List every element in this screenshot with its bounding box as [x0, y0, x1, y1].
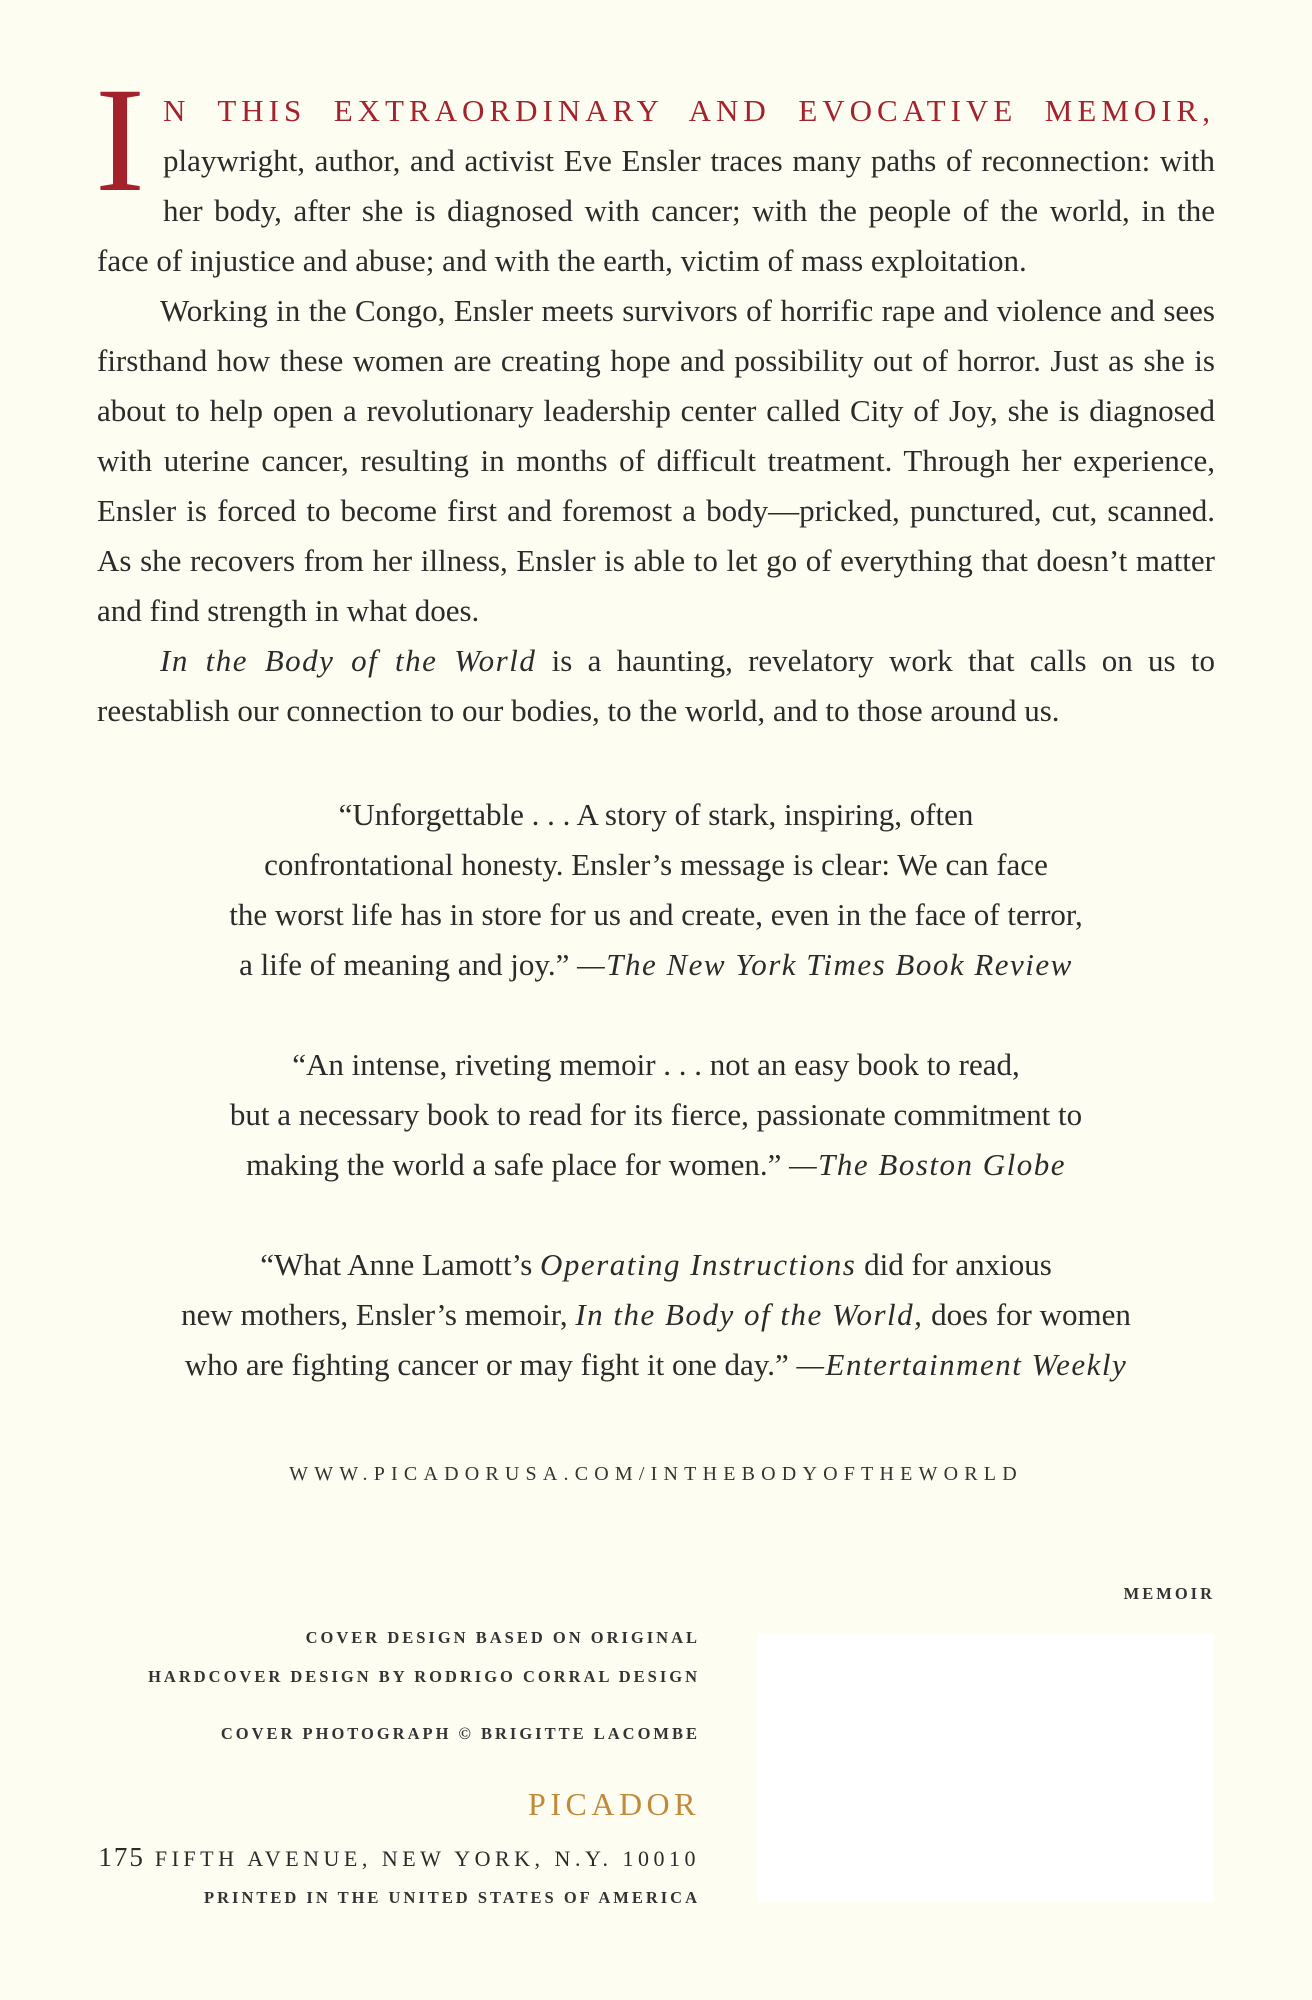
category-label: MEMOIR: [1123, 1584, 1215, 1603]
address-text: FIFTH AVENUE, NEW YORK, N.Y. 10010: [154, 1846, 700, 1871]
cover-photo-credit: COVER PHOTOGRAPH © BRIGITTE LACOMBE: [220, 1724, 700, 1743]
quote-text: making the world a safe place for women.”: [245, 1147, 782, 1182]
quote-line: [97, 1140, 1215, 1190]
review-quotes: [97, 790, 1215, 1440]
drop-cap: I: [95, 57, 145, 223]
blurb-paragraph-3: [97, 636, 1215, 736]
printed-in-label: PRINTED IN THE UNITED STATES OF AMERICA: [204, 1888, 700, 1907]
review-quote-nyt: [97, 790, 1215, 990]
publisher-address: [98, 1842, 700, 1873]
publisher-name: PICADOR: [528, 1786, 700, 1822]
address-number: 175: [98, 1842, 145, 1872]
quote-text: new mothers, Ensler’s memoir,: [181, 1297, 576, 1332]
quote-line: [97, 940, 1215, 990]
quote-text: a life of meaning and joy.”: [239, 947, 570, 982]
quote-line: but a necessary book to read for its fierce, passionate commitment to: [229, 1097, 1083, 1132]
quote-line: [97, 1340, 1215, 1390]
quote-line: confrontational honesty. Ensler’s message is clear: We can face: [264, 847, 1048, 882]
review-quote-globe: [97, 1040, 1215, 1190]
cover-design-credit-line-1: COVER DESIGN BASED ON ORIGINAL: [305, 1628, 700, 1647]
quote-line: [97, 1240, 1215, 1290]
cover-design-credit-line-2: HARDCOVER DESIGN BY RODRIGO CORRAL DESIGN: [148, 1667, 700, 1686]
lead-caps: N THIS EXTRAORDINARY AND EVOCATIVE MEMOIR,: [162, 93, 1215, 128]
blurb-paragraph-2: Working in the Congo, Ensler meets survivors of horrific rape and violence and sees firsthand how these women are creating hope and possibility out of horror. Just as she is about to help open a revolutionary leadership center called City of Joy, she is diagnosed with uterine cancer, resulting in months of difficult treatment. Through her experience, Ensler is forced to become first and foremost a body—pricked, punctured, cut, scanned. As she recovers from her illness, Ensler is able to let go of everything that doesn’t matter and find strength in what does.: [97, 293, 1215, 628]
quote-book-title: In the Body of the World,: [575, 1297, 924, 1332]
barcode-area: [758, 1634, 1214, 1902]
review-quote-ew: [97, 1240, 1215, 1390]
blurb-paragraph-1: [95, 57, 1215, 286]
quote-book-title: Operating Instructions: [540, 1247, 857, 1282]
quote-source: —The New York Times Book Review: [577, 947, 1073, 982]
blurb-paragraph-1-text: playwright, author, and activist Eve Ensler traces many paths of reconnection: with her body, after she is diagnosed with cancer; with the people of the world, in the face of injustice and abuse; and with the earth, victim of mass exploitation.: [97, 143, 1215, 278]
blurb-paragraph-3-text: is a haunting, revelatory work that calls on us to reestablish our connection to our bodies, to the world, and to those around us.: [97, 643, 1215, 728]
quote-line: [97, 1290, 1215, 1340]
website-url: WWW.PICADORUSA.COM/INTHEBODYOFTHEWORLD: [289, 1463, 1023, 1485]
quote-text: does for women: [923, 1297, 1131, 1332]
book-title: In the Body of the World: [160, 643, 537, 678]
quote-line: “An intense, riveting memoir . . . not an easy book to read,: [292, 1047, 1020, 1082]
blurb: [95, 57, 1215, 736]
quote-source: —The Boston Globe: [789, 1147, 1067, 1182]
quote-line: “Unforgettable . . . A story of stark, inspiring, often: [338, 797, 974, 832]
quote-text: who are fighting cancer or may fight it one day.”: [184, 1347, 789, 1382]
quote-text: “What Anne Lamott’s: [260, 1247, 541, 1282]
quote-line: the worst life has in store for us and create, even in the face of terror,: [229, 897, 1083, 932]
quote-text: did for anxious: [856, 1247, 1052, 1282]
quote-source: —Entertainment Weekly: [796, 1347, 1128, 1382]
